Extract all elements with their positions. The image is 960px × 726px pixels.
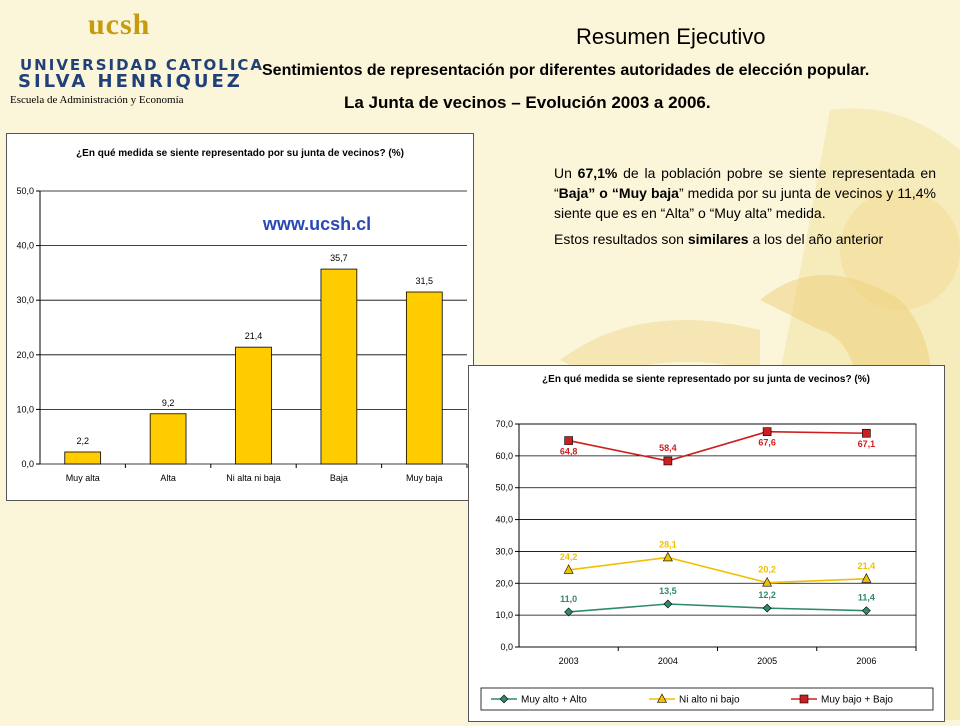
line-point [663,552,672,561]
bar-category-label: Muy baja [406,473,443,483]
bar-ytick-label: 20,0 [16,349,34,360]
line-ytick-label: 70,0 [495,419,513,429]
bar [406,292,442,464]
summary-text-part: de la población pobre se siente representada en “ [554,165,936,201]
summary-text-part: ” medida por su junta de vecinos y 11,4% siente que es en “Alta” o “Muy alta” medida. [554,185,936,221]
line-point-label: 58,4 [659,442,677,453]
line-series-path [569,557,867,582]
line-point-label: 12,2 [758,590,776,601]
bar-value-label: 2,2 [76,435,89,446]
bar-value-label: 9,2 [161,397,175,408]
page-subtitle-1: Sentimientos de representación por diferentes autoridades de elección popular. [262,62,870,79]
line-ytick-label: 40,0 [495,514,513,525]
bar-category-label: Baja [329,473,348,483]
bar-category-label: Ni alta ni baja [226,473,281,483]
line-series-diamond [560,586,875,616]
line-point-label: 13,5 [659,585,677,596]
logo-school: Escuela de Administración y Economía [10,94,184,106]
bar-value-label: 21,4 [244,331,263,342]
bar-chart-title: ¿En qué medida se siente representado por su junta de vecinos? (%) [76,148,404,159]
bar-ytick-label: 50,0 [16,186,34,196]
page-subtitle-2: La Junta de vecinos – Evolución 2003 a 2006. [344,93,711,112]
line-ytick-label: 30,0 [495,546,513,557]
line-category-label: 2003 [558,656,579,666]
line-point-label: 67,1 [857,439,876,450]
bar-ytick-label: 30,0 [16,295,34,306]
line-point [862,607,870,615]
line-series-path [569,432,867,461]
line-chart-legend [481,688,933,710]
line-series-path [569,604,867,612]
line-point-label: 24,2 [559,551,578,562]
line-point [664,457,672,465]
summary-text [554,163,936,255]
summary-text-part: Estos resultados son [554,231,688,247]
line-point-label: 28,1 [659,539,677,550]
line-series-triangle [560,539,875,586]
summary-highlight-baja: Baja [558,185,589,201]
bar-ytick-label: 0,0 [21,459,34,469]
line-point [565,437,573,445]
line-point [763,428,771,436]
line-point [800,695,808,703]
bar-category-label: Muy alta [65,473,100,483]
line-category-label: 2004 [657,656,678,666]
line-ytick-label: 50,0 [495,482,513,493]
bar-chart-watermark: www.ucsh.cl [262,214,372,234]
line-category-label: 2006 [856,656,877,666]
line-point-label: 11,0 [560,593,578,604]
bar [150,414,186,464]
line-point [763,604,771,612]
bar-ytick-label: 10,0 [16,404,34,415]
logo-university-line2: SILVA HENRIQUEZ [18,71,243,92]
bar-chart-panel [6,133,474,501]
line-chart [469,366,944,721]
line-category-label: 2005 [757,656,778,666]
page-title: Resumen Ejecutivo [576,24,766,49]
bar-category-label: Alta [160,473,176,483]
bar [236,347,272,464]
line-series-square [560,428,875,465]
logo-brand: ucsh [88,8,151,41]
line-chart-axes [495,419,916,666]
bar [65,452,101,464]
line-point-label: 21,4 [857,560,876,571]
summary-paragraph-1 [554,163,936,223]
line-point-label: 20,2 [758,564,776,575]
line-point [862,429,870,437]
summary-text-part: a los del año anterior [748,231,884,247]
summary-highlight-muybaja: Muy baja [618,185,679,201]
bar [321,269,357,464]
line-chart-panel [468,365,945,722]
line-point [664,600,672,608]
ucsh-logo [8,8,265,106]
summary-paragraph-2 [554,229,936,249]
summary-highlight-pct: 67,1% [577,165,618,181]
legend-label: Muy bajo + Bajo [821,694,893,706]
line-point-label: 11,4 [857,592,875,603]
line-chart-title: ¿En qué medida se siente representado por su junta de vecinos? (%) [542,374,870,385]
line-ytick-label: 10,0 [495,610,513,621]
bar-value-label: 35,7 [330,253,348,264]
line-ytick-label: 60,0 [495,450,513,461]
line-point-label: 64,8 [559,446,578,457]
line-ytick-label: 20,0 [495,578,513,589]
bar-ytick-label: 40,0 [16,240,34,251]
legend-label: Muy alto + Alto [521,694,587,706]
bar-chart [7,134,473,500]
bar-chart-bars [65,253,443,483]
summary-text-part: Un [554,165,578,181]
summary-text-part: ” o “ [588,185,619,201]
line-ytick-label: 0,0 [500,642,513,652]
line-point [862,574,871,583]
bar-value-label: 31,5 [415,276,434,287]
line-point-label: 67,6 [758,437,776,448]
line-plot-frame [519,424,916,647]
summary-highlight-similares: similares [687,231,749,247]
logo-university-line1: UNIVERSIDAD CATOLICA [20,56,265,74]
legend-label: Ni alto ni bajo [679,694,740,706]
